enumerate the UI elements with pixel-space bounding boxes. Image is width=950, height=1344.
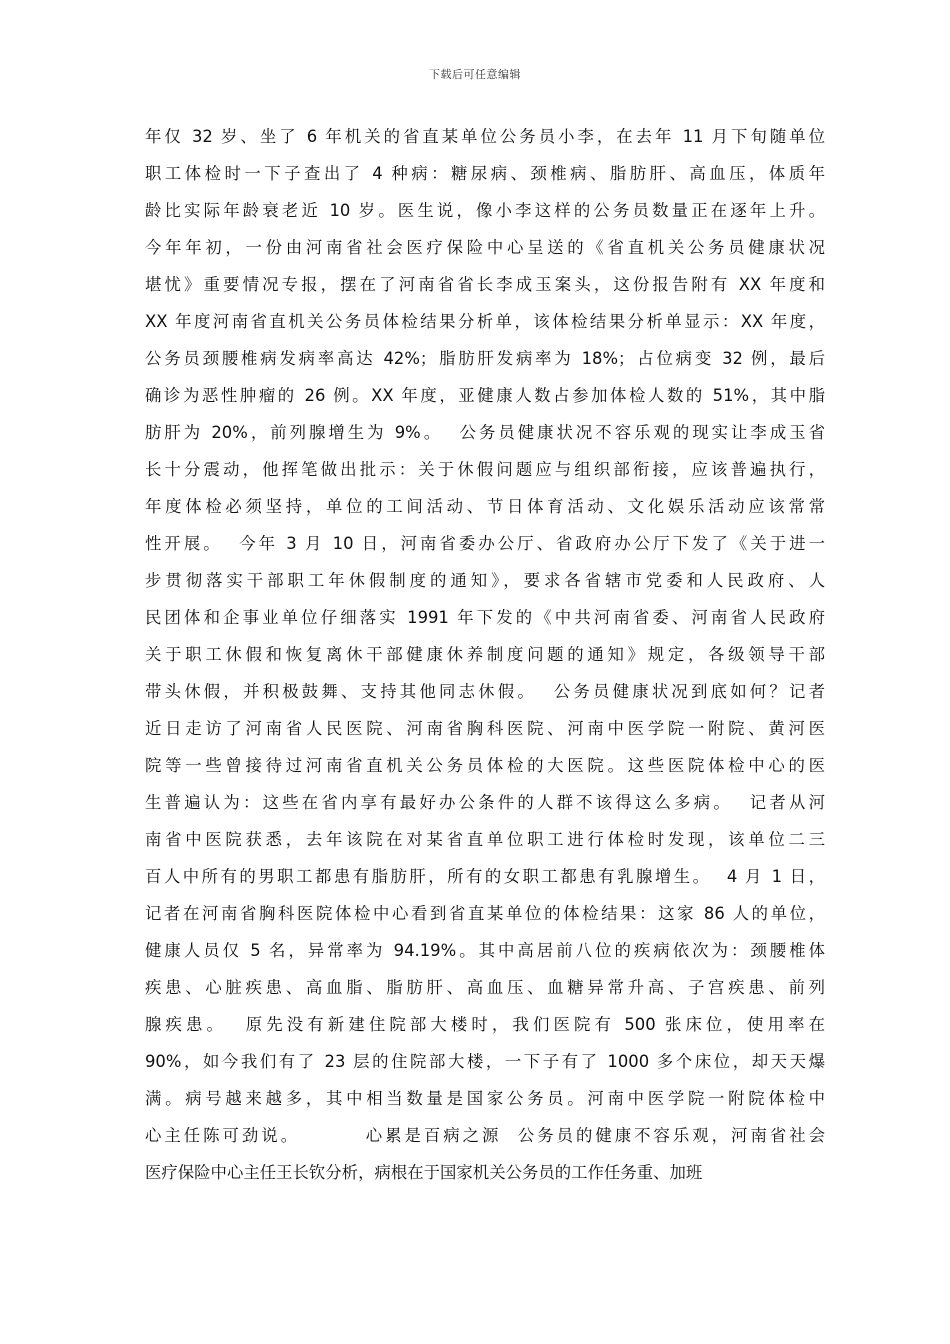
text-line: 南省中医院获悉，去年该院在对某省直单位职工进行体检时发现，该单位二三: [145, 830, 825, 849]
document-body: [145, 118, 825, 1191]
text-line: 疾患、心脏疾患、高血脂、脂肪肝、高血压、血糖异常升高、子宫疾患、前列: [145, 978, 825, 997]
text-line: 院等一些曾接待过河南省直机关公务员体检的大医院。这些医院体检中心的医: [145, 756, 825, 775]
text-line: 记者在河南省胸科医院体检中心看到省直某单位的体检结果：这家 86 人的单位，: [145, 904, 825, 923]
text-line: 性开展。 今年 3 月 10 日，河南省委办公厅、省政府办公厅下发了《关于进一: [145, 534, 825, 553]
text-line: 医疗保险中心主任王长钦分析，病根在于国家机关公务员的工作任务重、加班: [145, 1163, 703, 1182]
text-line: 年仅 32 岁、坐了 6 年机关的省直某单位公务员小李，在去年 11 月下旬随单位: [145, 127, 825, 146]
text-line: 确诊为恶性肿瘤的 26 例。XX 年度，亚健康人数占参加体检人数的 51%，其中脂: [145, 386, 825, 405]
text-line: 今年年初，一份由河南省社会医疗保险中心呈送的《省直机关公务员健康状况: [145, 238, 825, 257]
text-line: 腺疾患。 原先没有新建住院部大楼时，我们医院有 500 张床位，使用率在: [145, 1015, 825, 1034]
text-line: 龄比实际年龄衰老近 10 岁。医生说，像小李这样的公务员数量正在逐年上升。: [145, 201, 825, 220]
text-line: 心主任陈可劲说。 心累是百病之源 公务员的健康不容乐观，河南省社会: [145, 1126, 825, 1145]
text-line: 关于职工休假和恢复离休干部健康休养制度问题的通知》规定，各级领导干部: [145, 645, 825, 664]
text-line: 职工体检时一下子查出了 4 种病：糖尿病、颈椎病、脂肪肝、高血压，体质年: [145, 164, 825, 183]
text-line: 健康人员仅 5 名，异常率为 94.19%。其中高居前八位的疾病依次为：颈腰椎体: [145, 941, 825, 960]
text-line: 带头休假，并积极鼓舞、支持其他同志休假。 公务员健康状况到底如何？记者: [145, 682, 825, 701]
text-line: 90%，如今我们有了 23 层的住院部大楼，一下子有了 1000 多个床位，却天天爆: [145, 1052, 825, 1071]
text-line: 肪肝为 20%，前列腺增生为 9%。 公务员健康状况不容乐观的现实让李成玉省: [145, 423, 825, 442]
text-line: 生普遍认为：这些在省内享有最好办公条件的人群不该得这么多病。 记者从河: [145, 793, 825, 812]
text-line: 满。病号越来越多，其中相当数量是国家公务员。河南中医学院一附院体检中: [145, 1089, 825, 1108]
text-line: 堪忧》重要情况专报，摆在了河南省省长李成玉案头，这份报告附有 XX 年度和: [145, 275, 825, 294]
page-header: 下载后可任意编辑: [429, 68, 521, 81]
text-line: 长十分震动，他挥笔做出批示：关于休假问题应与组织部衔接，应该普遍执行，: [145, 460, 825, 479]
text-line: 年度体检必须坚持，单位的工间活动、节日体育活动、文化娱乐活动应该常常: [145, 497, 825, 516]
text-line: 近日走访了河南省人民医院、河南省胸科医院、河南中医学院一附院、黄河医: [145, 719, 825, 738]
text-line: 步贯彻落实干部职工年休假制度的通知》，要求各省辖市党委和人民政府、人: [145, 571, 825, 590]
text-line: 百人中所有的男职工都患有脂肪肝，所有的女职工都患有乳腺增生。 4 月 1 日，: [145, 867, 825, 886]
text-line: XX 年度河南省直机关公务员体检结果分析单，该体检结果分析单显示：XX 年度，: [145, 312, 825, 331]
text-line: 公务员颈腰椎病发病率高达 42%；脂肪肝发病率为 18%；占位病变 32 例，最后: [145, 349, 825, 368]
text-line: 民团体和企事业单位仔细落实 1991 年下发的《中共河南省委、河南省人民政府: [145, 608, 825, 627]
